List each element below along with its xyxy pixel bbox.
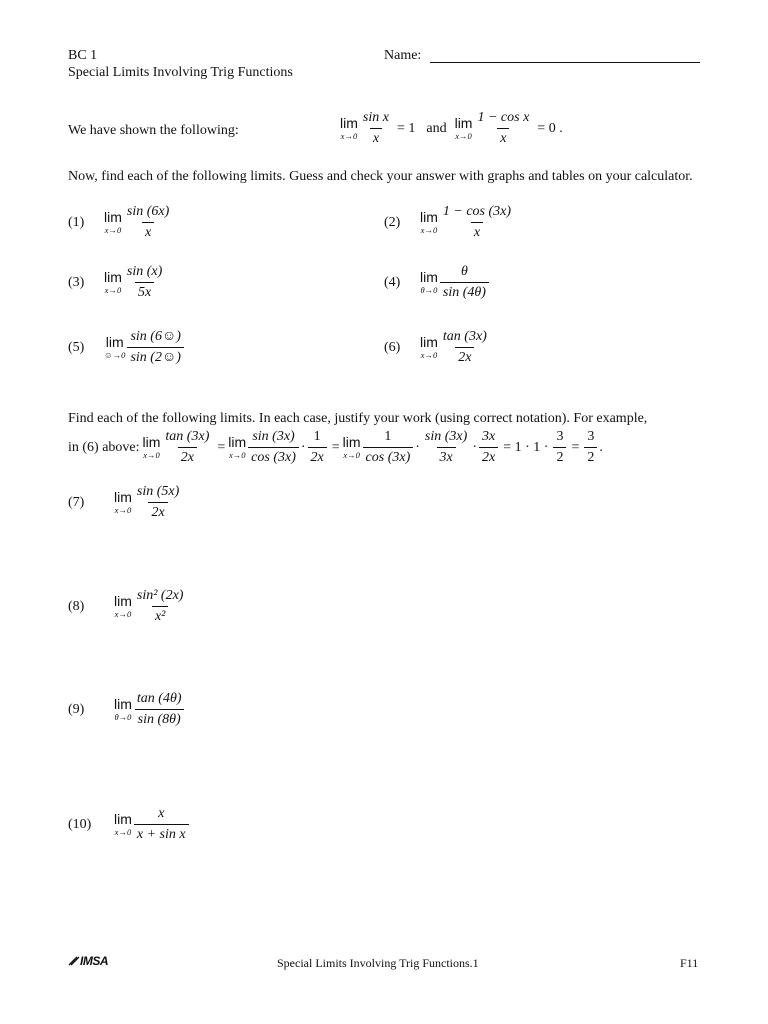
problem-7: (7) lim x→0 $\frac{\sin (5x)}{2x}$: [68, 484, 180, 520]
problem-2: (2) lim x→0 $\frac{1 - \cos (3x)}{x}$: [384, 204, 512, 240]
problem-4: (4) lim θ→0 $\frac{\theta}{\sin (4\theta)}$: [384, 264, 491, 301]
equals-one: = 1: [396, 120, 416, 136]
footer-code: F11: [680, 956, 699, 970]
problem-1: (1) lim x→0 $\frac{\sin (6x)}{x}$: [68, 204, 170, 240]
problem-3: (3) lim x→0 $\frac{\sin (x)}{5x}$: [68, 264, 163, 300]
imsa-logo-icon: [68, 955, 80, 967]
course-label: BC 1: [68, 48, 98, 63]
worked-example: in (6) above: lim x→0 $\frac{\tan (3x)}{2x}$ = lim x→0 $\frac{\sin (3x)}{\cos (3x)}$ · $\frac{1}{2x}$ = lim x→0 $\frac{1}{\cos (3x)}$ · $\frac{\sin (3x)}{3x}$ · $\frac{3x}{2x}$ = 1 · 1 · $\frac{3}{2}$ = $\frac{3}{2}$ .: [68, 429, 603, 465]
problem-5: (5) lim ☺→0 $\frac{\sin (6☺)}{\sin (2☺)}$: [68, 329, 186, 366]
worksheet-title: Special Limits Involving Trig Functions: [68, 65, 293, 80]
equals-zero: = 0 .: [537, 120, 563, 136]
fraction: $\frac{\text{1 − cos x}}{x}$: [477, 110, 530, 146]
footer-title: Special Limits Involving Trig Functions.1: [277, 956, 479, 970]
fraction: $\frac{\text{sin x}}{x}$: [362, 110, 389, 146]
problem-6: (6) lim x→0 $\frac{\tan (3x)}{2x}$: [384, 329, 487, 365]
name-field-line[interactable]: [430, 62, 700, 63]
limit-operator: lim x→0: [340, 115, 358, 142]
shown-text: We have shown the following:: [68, 123, 239, 138]
problem-8: (8) lim x→0 $\frac{\text{sin² (2x)}}{\text{x²}}$: [68, 588, 184, 624]
known-limits: [340, 110, 566, 147]
problem-9: (9) lim θ→0 $\frac{\tan (4\theta)}{\sin (8\theta)}$: [68, 691, 186, 728]
imsa-logo: IMSA: [68, 954, 108, 968]
instructions-guess-check: Now, find each of the following limits. Guess and check your answer with graphs and tables on your calculator.: [68, 169, 693, 184]
instructions-justify: Find each of the following limits. In each case, justify your work (using correct notation). For example,: [68, 411, 648, 426]
problem-10: (10) lim x→0 $\frac{x}{\text{x + sin x}}$: [68, 806, 191, 843]
name-label: Name:: [384, 48, 422, 63]
and-word: and: [426, 120, 447, 136]
limit-operator: lim x→0: [454, 115, 473, 142]
